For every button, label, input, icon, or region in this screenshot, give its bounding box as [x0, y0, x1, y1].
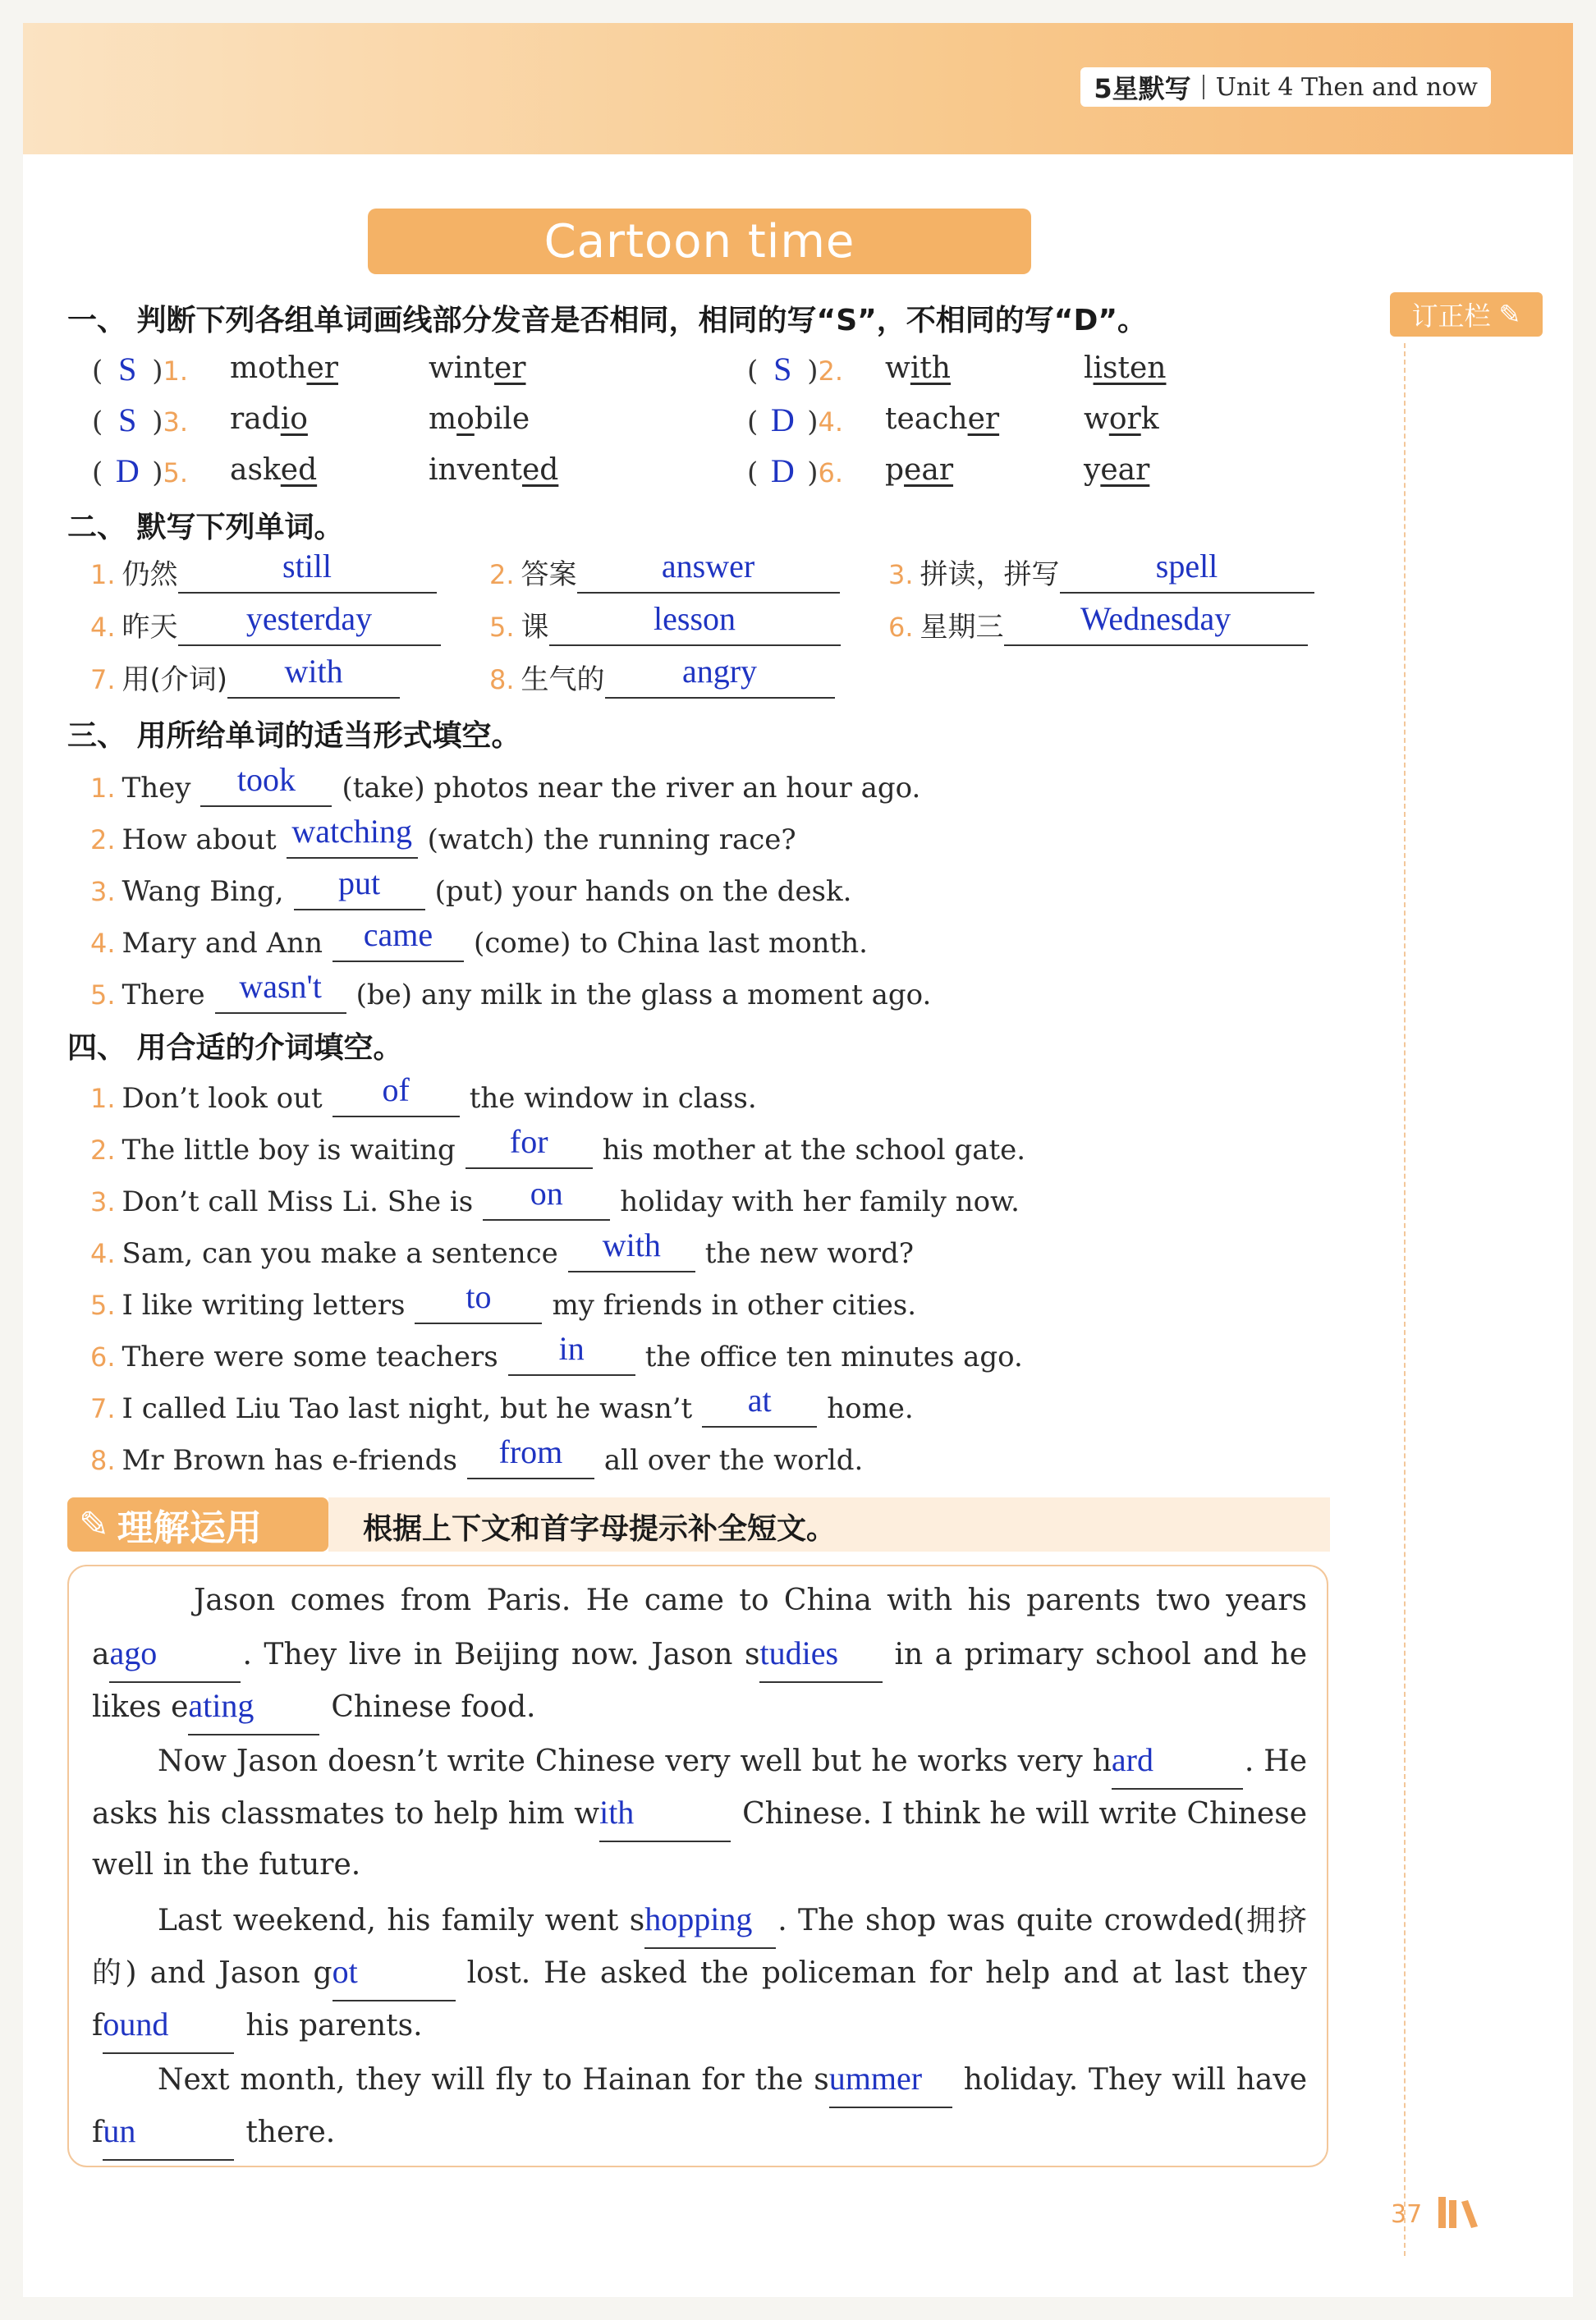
sentence-item [90, 761, 921, 807]
answer-gap[interactable] [332, 1946, 456, 2001]
sentence-item [90, 1071, 757, 1117]
sentence-end: (watch) the running race? [427, 823, 796, 856]
word-part: moth [230, 351, 307, 385]
answer-text: came [363, 916, 433, 953]
underlined-part: o [456, 402, 475, 436]
answer-blank[interactable] [702, 1382, 817, 1428]
word-part: k [1140, 402, 1159, 436]
sentence-start: How about [122, 823, 277, 856]
judge-item [92, 350, 195, 388]
underlined-part: ear [904, 453, 954, 487]
sentence-item [90, 1226, 915, 1272]
item-number: 1. [90, 1083, 116, 1114]
passage-line [92, 1575, 1307, 1627]
passage-line [92, 1839, 1307, 1891]
sentence-end: all over the world. [603, 1444, 864, 1477]
passage-text: . They live in Beijing now. Jason s [242, 1638, 760, 1671]
judge-item [747, 452, 850, 490]
sentence-item [90, 813, 796, 859]
page-title: Cartoon time [368, 209, 1031, 274]
chinese-prompt: 仍然 [122, 558, 178, 591]
item-number: 5. [489, 612, 515, 643]
answer-blank[interactable] [549, 600, 841, 646]
item-number: 7. [90, 1393, 116, 1424]
sentence-start: Mary and Ann [122, 927, 323, 960]
spelling-item [489, 600, 841, 646]
answer-text: put [338, 864, 381, 901]
word-part: ask [230, 453, 281, 487]
answer-blank[interactable] [332, 916, 464, 962]
answer-text: with [602, 1226, 661, 1263]
word-1 [885, 351, 951, 385]
answer-blank[interactable] [467, 1433, 594, 1479]
underlined-part: ith [910, 351, 951, 385]
section-title-1: 一、 判断下列各组单词画线部分发音是否相同，相同的写“S”，不相同的写“D”。 [67, 304, 1147, 337]
answer-text: tudies [759, 1635, 839, 1671]
answer-text: of [382, 1071, 410, 1108]
sentence-start: They [122, 772, 191, 805]
chinese-prompt: 课 [521, 611, 549, 644]
item-number: 5. [90, 1290, 116, 1321]
sentence-start: Don’t look out [122, 1082, 323, 1115]
answer-text: in [558, 1330, 585, 1367]
sentence-start: There [122, 979, 205, 1011]
section-title-3: 三、 用所给单词的适当形式填空。 [67, 719, 521, 753]
correction-column-line [1404, 343, 1406, 2256]
sentence-end: (put) your hands on the desk. [434, 875, 852, 908]
item-number: 3. [90, 876, 116, 907]
answer-blank[interactable] [1060, 548, 1314, 594]
chinese-prompt: 星期三 [920, 611, 1004, 644]
answer-gap[interactable] [103, 1998, 234, 2054]
judge-item [92, 452, 195, 490]
spelling-item [90, 548, 437, 594]
item-number: 3. [90, 1186, 116, 1217]
close-paren: ) [807, 456, 819, 489]
answer-blank[interactable] [287, 813, 418, 859]
word-part: wint [429, 351, 494, 385]
answer-blank[interactable] [215, 968, 346, 1014]
passage-text: likes e [92, 1690, 189, 1724]
section-title-4: 四、 用合适的介词填空。 [67, 1031, 403, 1065]
sentence-end: his mother at the school gate. [602, 1134, 1026, 1167]
close-paren: ) [807, 355, 819, 387]
answer-text: for [509, 1123, 548, 1160]
word-part: teach [885, 402, 968, 436]
item-number: 4. [90, 1238, 116, 1269]
word-2 [1084, 351, 1166, 385]
chinese-prompt: 拼读，拼写 [920, 558, 1060, 591]
passage-line [92, 1680, 1307, 1735]
passage-text: well in the future. [92, 1848, 361, 1882]
item-number: 5. [163, 457, 189, 488]
sentence-end: holiday with her family now. [620, 1185, 1020, 1218]
word-1 [230, 402, 308, 436]
answer-text: with [284, 653, 343, 690]
sentence-start: Sam, can you make a sentence [122, 1237, 558, 1270]
chinese-prompt: 生气的 [521, 663, 605, 696]
item-number: 3. [163, 406, 189, 438]
word-part: m [429, 402, 457, 436]
answer-blank[interactable] [1004, 600, 1308, 646]
word-part: rad [230, 402, 281, 436]
word-2 [429, 453, 558, 487]
item-number: 2. [90, 824, 116, 855]
spelling-item [90, 600, 441, 646]
answer-blank[interactable] [332, 1071, 460, 1117]
books-icon [1437, 2194, 1486, 2230]
open-paren: ( [747, 355, 759, 387]
passage-line [92, 1734, 1307, 1790]
item-number: 8. [489, 664, 515, 695]
underlined-part: io [280, 402, 308, 436]
passage-line [92, 1893, 1307, 1949]
answer-gap[interactable] [1112, 1734, 1243, 1790]
open-paren: ( [747, 456, 759, 489]
passage-text: lost. He asked the policeman for help and at last they [466, 1956, 1308, 1990]
answer-text: wasn't [239, 968, 322, 1005]
answer-blank[interactable] [508, 1330, 635, 1376]
item-number: 8. [90, 1445, 116, 1476]
answer-gap[interactable] [644, 1893, 776, 1949]
sentence-end: (take) photos near the river an hour ago. [342, 772, 921, 805]
sentence-end: the window in class. [469, 1082, 757, 1115]
sentence-start: The little boy is waiting [122, 1134, 456, 1167]
answer-blank[interactable] [577, 548, 840, 594]
sentence-item [90, 916, 868, 962]
passage-text: Chinese. I think he will write Chinese [742, 1797, 1307, 1831]
item-number: 4. [90, 612, 116, 643]
answer-blank[interactable] [227, 653, 400, 699]
answer-text: ot [332, 1953, 358, 1990]
item-number: 2. [489, 559, 515, 590]
spelling-item [489, 548, 840, 594]
item-number: 3. [888, 559, 914, 590]
passage-line [92, 1627, 1307, 1683]
item-number: 4. [90, 928, 116, 959]
sentence-end: my friends in other cities. [552, 1289, 917, 1322]
sentence-item [90, 1382, 914, 1428]
spelling-item [888, 600, 1308, 646]
word-1 [230, 453, 317, 487]
sentence-item [90, 1330, 1023, 1376]
item-number: 1. [90, 773, 116, 804]
underlined-part: or [1108, 402, 1141, 436]
answer-text: on [530, 1175, 563, 1212]
answer-blank[interactable] [483, 1175, 610, 1221]
page-number: 37 [1391, 2200, 1423, 2229]
underlined-part: ed [280, 453, 318, 487]
word-2 [1084, 402, 1159, 436]
answer-text: spell [1155, 548, 1218, 585]
answer-mark[interactable]: D [115, 452, 140, 489]
answer-text: ound [103, 2006, 169, 2043]
sentence-end: (come) to China last month. [473, 927, 868, 960]
underlined-part: er [306, 351, 338, 385]
divider [1203, 75, 1204, 99]
close-paren: ) [152, 406, 163, 438]
sentence-item [90, 1433, 864, 1479]
pencil-icon: ✎ [1498, 299, 1521, 330]
close-paren: ) [807, 406, 819, 438]
word-2 [429, 351, 526, 385]
sentence-item [90, 864, 852, 910]
answer-text: lesson [654, 600, 736, 637]
answer-gap[interactable] [759, 1627, 883, 1683]
answer-mark[interactable]: D [770, 452, 795, 489]
item-number: 1. [90, 559, 116, 590]
header-band [23, 23, 1573, 154]
item-number: 4. [818, 406, 844, 438]
sentence-start: I like writing letters [122, 1289, 406, 1322]
passage-text: . He [1244, 1745, 1307, 1778]
answer-blank[interactable] [178, 548, 437, 594]
passage-text: asks his classmates to help him w [92, 1797, 600, 1831]
answer-text: ago [109, 1635, 158, 1671]
underlined-part: ed [522, 453, 559, 487]
word-part: invent [429, 453, 522, 487]
answer-gap[interactable] [103, 2105, 234, 2161]
answer-text: un [103, 2112, 136, 2149]
sentence-start: Don’t call Miss Li. She is [122, 1185, 474, 1218]
passage-text: a [92, 1638, 110, 1671]
section-title-2: 二、 默写下列单词。 [67, 511, 344, 544]
word-1 [230, 351, 338, 385]
sentence-item [90, 968, 932, 1014]
word-1 [885, 402, 999, 436]
word-part: l [1084, 351, 1094, 385]
reading-instruction: 根据上下文和首字母提示补全短文。 [363, 1512, 837, 1546]
answer-mark[interactable]: S [773, 351, 792, 387]
answer-text: ummer [828, 2060, 923, 2097]
sentence-item [90, 1278, 917, 1324]
passage-text: in a primary school and he [894, 1638, 1307, 1671]
sentence-start: There were some teachers [122, 1341, 498, 1373]
word-part: bile [474, 402, 530, 436]
passage-line [92, 2052, 1307, 2108]
close-paren: ) [152, 456, 163, 489]
passage-text: there. [245, 2116, 336, 2149]
answer-blank[interactable] [466, 1123, 593, 1169]
underlined-part: er [493, 351, 526, 385]
answer-mark[interactable]: D [770, 401, 795, 438]
passage-line [92, 1998, 1307, 2054]
judge-item [747, 350, 850, 388]
spelling-item [888, 548, 1314, 594]
underlined-part: er [967, 402, 1000, 436]
edit-icon: ✎ [79, 1503, 109, 1546]
passage-line [92, 1786, 1307, 1842]
sentence-start: Mr Brown has e-friends [122, 1444, 457, 1477]
answer-text: hopping [644, 1900, 753, 1937]
passage-text: Last weekend, his family went s [158, 1904, 645, 1937]
open-paren: ( [92, 456, 103, 489]
answer-text: to [466, 1278, 492, 1315]
reading-label: ✎ 理解运用 [67, 1497, 328, 1552]
underlined-part: isten [1093, 351, 1167, 385]
answer-text: at [747, 1382, 772, 1419]
sentence-end: the new word? [704, 1237, 915, 1270]
passage-text: 的) and Jason g [92, 1956, 332, 1990]
sentence-item [90, 1123, 1026, 1169]
answer-gap[interactable] [829, 2052, 952, 2108]
item-number: 5. [90, 979, 116, 1011]
passage-text: holiday. They will have [963, 2063, 1307, 2097]
answer-blank[interactable] [568, 1226, 695, 1272]
spelling-item [90, 653, 400, 699]
judge-item [747, 401, 850, 439]
brand-label: 5星默写 [1094, 73, 1191, 104]
item-number: 6. [888, 612, 914, 643]
answer-blank[interactable] [415, 1278, 542, 1324]
answer-blank[interactable] [178, 600, 441, 646]
passage-text: Now Jason doesn’t write Chinese very well but he works very h [158, 1745, 1112, 1778]
answer-mark[interactable]: S [118, 351, 137, 387]
answer-text: angry [681, 653, 758, 690]
passage-text: f [92, 2116, 103, 2149]
word-1 [885, 453, 953, 487]
answer-blank[interactable] [605, 653, 835, 699]
sentence-start: I called Liu Tao last night, but he wasn’t [122, 1392, 693, 1425]
chinese-prompt: 昨天 [122, 611, 178, 644]
answer-text: ith [599, 1794, 635, 1831]
close-paren: ) [152, 355, 163, 387]
answer-text: ating [188, 1687, 255, 1724]
chinese-prompt: 答案 [521, 558, 577, 591]
passage-text: Next month, they will fly to Hainan for the s [158, 2063, 829, 2097]
item-number: 2. [90, 1135, 116, 1166]
sentence-start: Wang Bing, [122, 875, 284, 908]
chinese-prompt: 用(介词) [122, 663, 228, 696]
answer-text: answer [661, 548, 755, 585]
word-part: p [885, 453, 905, 487]
answer-text: yesterday [245, 600, 373, 637]
answer-text: ard [1111, 1741, 1153, 1778]
item-number: 6. [818, 457, 844, 488]
answer-text: from [498, 1433, 563, 1470]
correction-tab: 订正栏 ✎ [1390, 292, 1543, 337]
judge-item [92, 401, 195, 439]
passage-text: f [92, 2009, 103, 2043]
underlined-part: ear [1100, 453, 1150, 487]
answer-text: still [282, 548, 332, 585]
word-2 [429, 402, 530, 436]
open-paren: ( [92, 406, 103, 438]
word-2 [1084, 453, 1149, 487]
passage-text: . The shop was quite crowded(拥挤 [777, 1904, 1307, 1937]
item-number: 7. [90, 664, 116, 695]
unit-label [1080, 67, 1491, 107]
open-paren: ( [92, 355, 103, 387]
word-part: w [885, 351, 910, 385]
answer-text: took [236, 761, 296, 798]
answer-gap[interactable] [109, 1627, 241, 1683]
passage-line [92, 1946, 1307, 2001]
answer-text: watching [291, 813, 412, 850]
answer-gap[interactable] [188, 1680, 319, 1735]
answer-text: Wednesday [1080, 600, 1231, 637]
word-part: y [1084, 453, 1101, 487]
sentence-item [90, 1175, 1020, 1221]
passage-line [92, 2105, 1307, 2161]
word-part: w [1084, 402, 1109, 436]
item-number: 1. [163, 355, 189, 387]
passage-text: Chinese food. [331, 1690, 536, 1724]
passage-text: Jason comes from Paris. He came to China with his parents two years [194, 1584, 1307, 1617]
item-number: 2. [818, 355, 844, 387]
sentence-end: (be) any milk in the glass a moment ago. [355, 979, 932, 1011]
answer-blank[interactable] [200, 761, 332, 807]
item-number: 6. [90, 1341, 116, 1373]
passage-text: his parents. [245, 2009, 423, 2043]
open-paren: ( [747, 406, 759, 438]
sentence-end: the office ten minutes ago. [644, 1341, 1023, 1373]
sentence-end: home. [827, 1392, 914, 1425]
spelling-item [489, 653, 835, 699]
answer-mark[interactable]: S [118, 401, 137, 438]
answer-gap[interactable] [599, 1786, 731, 1842]
answer-blank[interactable] [294, 864, 425, 910]
unit-title: Unit 4 Then and now [1215, 72, 1478, 102]
